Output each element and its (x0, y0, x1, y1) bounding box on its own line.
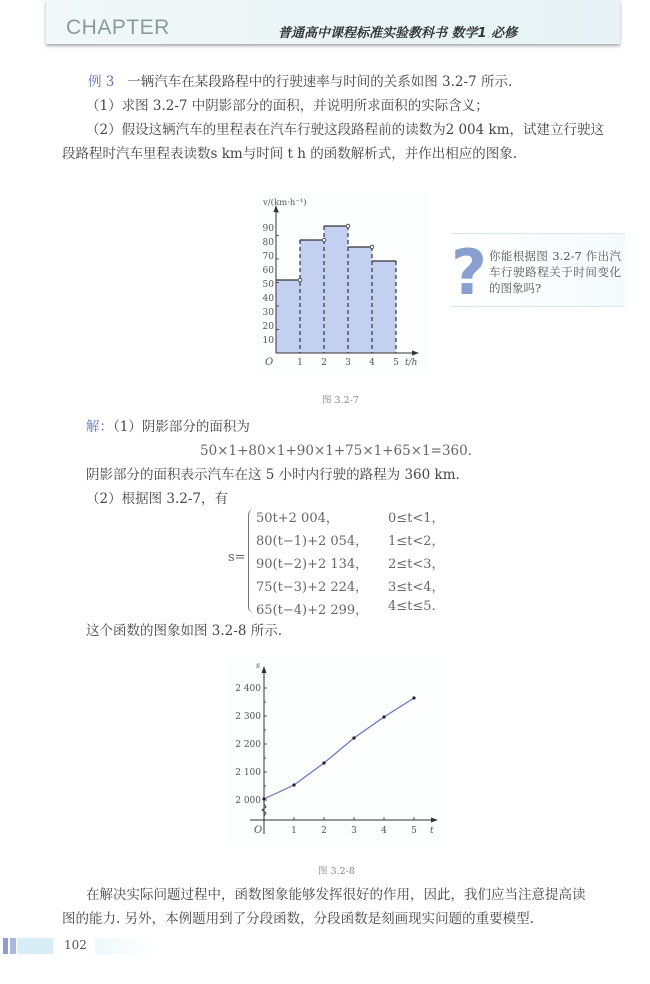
question-2-line-2: 段路程时汽车里程表读数s km与时间 t h 的函数解析式，并作出相应的图象. (62, 146, 517, 162)
footer-decoration (3, 938, 53, 954)
case-expr-1: 50t+2 004， (256, 511, 339, 526)
example-text: 一辆汽车在某段路程中的行驶速率与时间的关系如图 3.2-7 所示. (127, 74, 513, 90)
figure-3-2-8 (226, 658, 441, 846)
svg-text:70: 70 (262, 252, 274, 262)
svg-text:2 100: 2 100 (235, 768, 261, 778)
svg-text:10: 10 (262, 336, 274, 346)
brace (248, 509, 255, 613)
svg-text:5: 5 (393, 358, 399, 368)
svg-text:3: 3 (351, 826, 357, 836)
footer-fade (95, 938, 160, 954)
svg-text:2 300: 2 300 (235, 712, 261, 722)
case-cond-2: 1≤t<2， (388, 534, 445, 549)
svg-text:5: 5 (411, 826, 417, 836)
svg-text:2 400: 2 400 (235, 684, 261, 694)
case-cond-4: 3≤t<4， (388, 580, 445, 595)
svg-text:1: 1 (297, 358, 303, 368)
solution-part-1-title (86, 417, 250, 437)
sidebar-question-text: 你能根据图 3.2-7 作出汽车行驶路程关于时间变化的图象吗? (489, 249, 621, 295)
svg-text:t/h: t/h (405, 358, 418, 368)
sidebar-question (451, 233, 625, 307)
solution-part-2-title: （2）根据图 3.2-7，有 (86, 491, 229, 507)
case-cond-5: 4≤t≤5. (388, 599, 436, 614)
page-number: 102 (64, 938, 87, 952)
case-cond-3: 2≤t<3， (388, 557, 445, 572)
svg-text:2 200: 2 200 (235, 740, 261, 750)
figure-3-2-7 (255, 193, 427, 373)
case-expr-2: 80(t−1)+2 054， (256, 534, 369, 549)
svg-text:2: 2 (321, 358, 327, 368)
line-chart (226, 658, 441, 846)
graph-reference: 这个函数的图象如图 3.2-8 所示. (86, 623, 282, 639)
svg-text:t: t (430, 826, 434, 836)
s-label: s= (228, 550, 246, 565)
solution-part-1-text: （1）阴影部分的面积为 (113, 419, 250, 435)
svg-text:v/(km·h⁻¹): v/(km·h⁻¹) (263, 198, 307, 208)
piecewise-function (228, 507, 538, 617)
question-1: （1）求图 3.2-7 中阴影部分的面积，并说明所求面积的实际含义； (86, 98, 489, 114)
svg-text:20: 20 (262, 322, 274, 332)
question-mark-icon: ? (451, 236, 487, 309)
case-expr-5: 65(t−4)+2 299， (256, 603, 369, 618)
question-2-line-1: （2）假设这辆汽车的里程表在汽车行驶这段路程前的读数为2 004 km，试建立行驶这 (86, 122, 605, 138)
svg-text:2: 2 (321, 826, 327, 836)
svg-text:4: 4 (381, 826, 387, 836)
svg-text:80: 80 (262, 238, 274, 248)
svg-text:40: 40 (262, 294, 274, 304)
bar-chart (255, 193, 427, 373)
svg-text:2 000: 2 000 (235, 796, 261, 806)
case-cond-1: 0≤t<1， (388, 511, 445, 526)
example-label: 例 3 (88, 74, 115, 90)
closing-line-2: 图的能力. 另外，本例题用到了分段函数，分段函数是刻画现实问题的重要模型. (62, 911, 534, 927)
example-intro (88, 72, 512, 92)
svg-text:O: O (265, 357, 274, 368)
figure-caption-3-2-8: 图 3.2-8 (318, 866, 355, 877)
page-header (46, 0, 620, 44)
chapter-label: CHAPTER (66, 16, 170, 39)
svg-text:90: 90 (262, 224, 274, 234)
closing-line-1: 在解决实际问题过程中，函数图象能够发挥很好的作用，因此，我们应当注意提高读 (86, 887, 586, 903)
svg-text:30: 30 (262, 308, 274, 318)
case-expr-3: 90(t−2)+2 134， (256, 557, 369, 572)
svg-text:3: 3 (345, 358, 351, 368)
svg-text:4: 4 (369, 358, 375, 368)
book-title: 普通高中课程标准实验教科书 数学1 必修 (278, 26, 518, 41)
svg-text:1: 1 (291, 826, 297, 836)
svg-text:O: O (254, 825, 263, 836)
case-expr-4: 75(t−3)+2 224， (256, 580, 369, 595)
solution-part-1-conclusion: 阴影部分的面积表示汽车在这 5 小时内行驶的路程为 360 km. (86, 467, 460, 483)
svg-text:50: 50 (262, 280, 274, 290)
solution-label: 解： (86, 419, 113, 435)
svg-text:s: s (256, 661, 261, 670)
figure-caption-3-2-7: 图 3.2-7 (322, 395, 359, 406)
area-equation: 50×1+80×1+90×1+75×1+65×1=360. (200, 443, 473, 459)
svg-text:60: 60 (262, 266, 274, 276)
